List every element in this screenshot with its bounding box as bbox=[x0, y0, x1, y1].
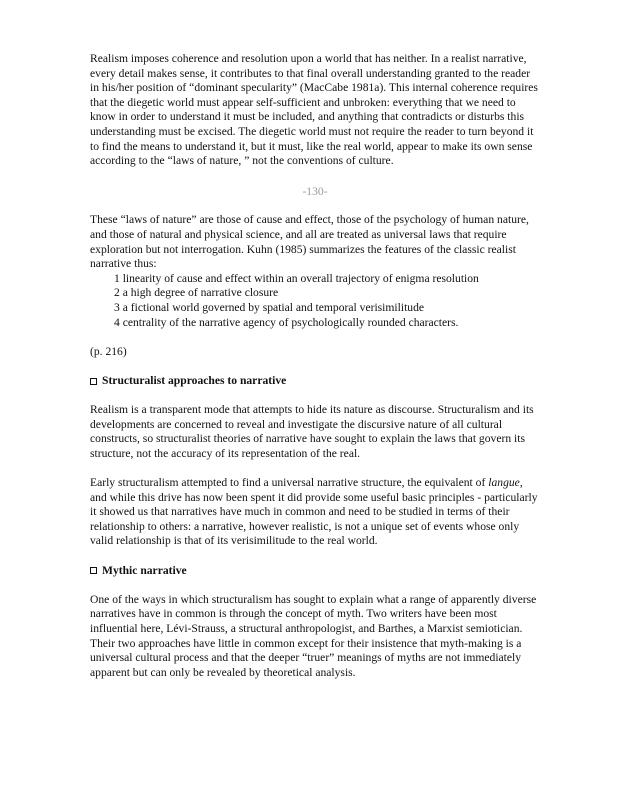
paragraph-myth-concept: One of the ways in which structuralism has sought to explain what a range of apparently diverse narratives have in common is through the concept of myth. Two writers have been most influential here, Lévi-Strauss, a structural anthropologist, and Barthes, a Marxist semiotician. Their two approaches have little in common except for their insistence that myth-making is a universal cultural process and that the deeper “truer” meanings of myths are not immediately apparent but can only be revealed by theoretical analysis. bbox=[90, 592, 537, 679]
list-item: 2 a high degree of narrative closure bbox=[114, 286, 279, 300]
paragraph-laws-of-nature: These “laws of nature” are those of cause and effect, those of the psychology of human nature, and those of natural and physical science, and all are treated as universal laws that require exploration but not interrogation. Kuhn (1985) summarizes the features of the classic realist narrative thus: bbox=[90, 213, 529, 271]
document-page bbox=[90, 52, 540, 680]
spacer bbox=[90, 578, 540, 593]
spacer bbox=[90, 549, 540, 564]
paragraph-transparent-mode: Realism is a transparent mode that attempts to hide its nature as discourse. Structuralism and its developments are concerned to reveal and investigate the discursive nature of all cultural constructs, so structuralist theories of narrative have sought to explain the laws that govern its structure, not the accuracy of its representation of the real. bbox=[90, 403, 534, 460]
list-item: 3 a fictional world governed by spatial and temporal verisimilitude bbox=[114, 300, 425, 314]
citation: (p. 216) bbox=[90, 344, 127, 358]
paragraph-early-structuralism bbox=[90, 476, 540, 549]
section-heading-mythic bbox=[90, 564, 540, 579]
box-bullet-icon bbox=[90, 378, 97, 385]
section-heading-structuralist bbox=[90, 374, 540, 389]
spacer bbox=[90, 359, 540, 374]
paragraph-text: Early structuralism attempted to find a universal narrative structure, the equivalent of bbox=[90, 476, 489, 490]
page-number: -130- bbox=[302, 184, 328, 198]
list-item: 4 centrality of the narrative agency of psychologically rounded characters. bbox=[114, 315, 459, 329]
paragraph-text: , and while this drive has now been spent it did provide some useful basic principles - particularly it showed us that narratives have much in common and need to be studied in terms of their relationship to others: a narrative, however realistic, is not a unique set of events whose only valid relationship is that of its verisimilitude to the real world. bbox=[90, 476, 538, 548]
section-heading-text: Structuralist approaches to narrative bbox=[102, 373, 287, 387]
italic-term: langue bbox=[488, 476, 520, 490]
spacer bbox=[90, 461, 540, 476]
spacer bbox=[90, 330, 540, 345]
list-item: 1 linearity of cause and effect within an overall trajectory of enigma resolution bbox=[114, 271, 479, 285]
paragraph-realism-coherence: Realism imposes coherence and resolution upon a world that has neither. In a realist narrative, every detail makes sense, it contributes to that final overall understanding granted to the reader in his/her position of “dominant specularity” (MacCabe 1981a). This internal coherence requires that the diegetic world must appear self-sufficient and unbroken: everything that we need to know in order to understand it must be included, and anything that contradicts or disturbs this understanding must be excised. The diegetic world must not require the reader to turn beyond it to find the means to understand it, but it must, like the real world, appear to make its own sense according to the “laws of nature, ” not the conventions of culture. bbox=[90, 52, 538, 168]
spacer bbox=[90, 388, 540, 403]
box-bullet-icon bbox=[90, 567, 97, 574]
section-heading-text: Mythic narrative bbox=[102, 563, 187, 577]
realist-features-list bbox=[90, 272, 540, 330]
